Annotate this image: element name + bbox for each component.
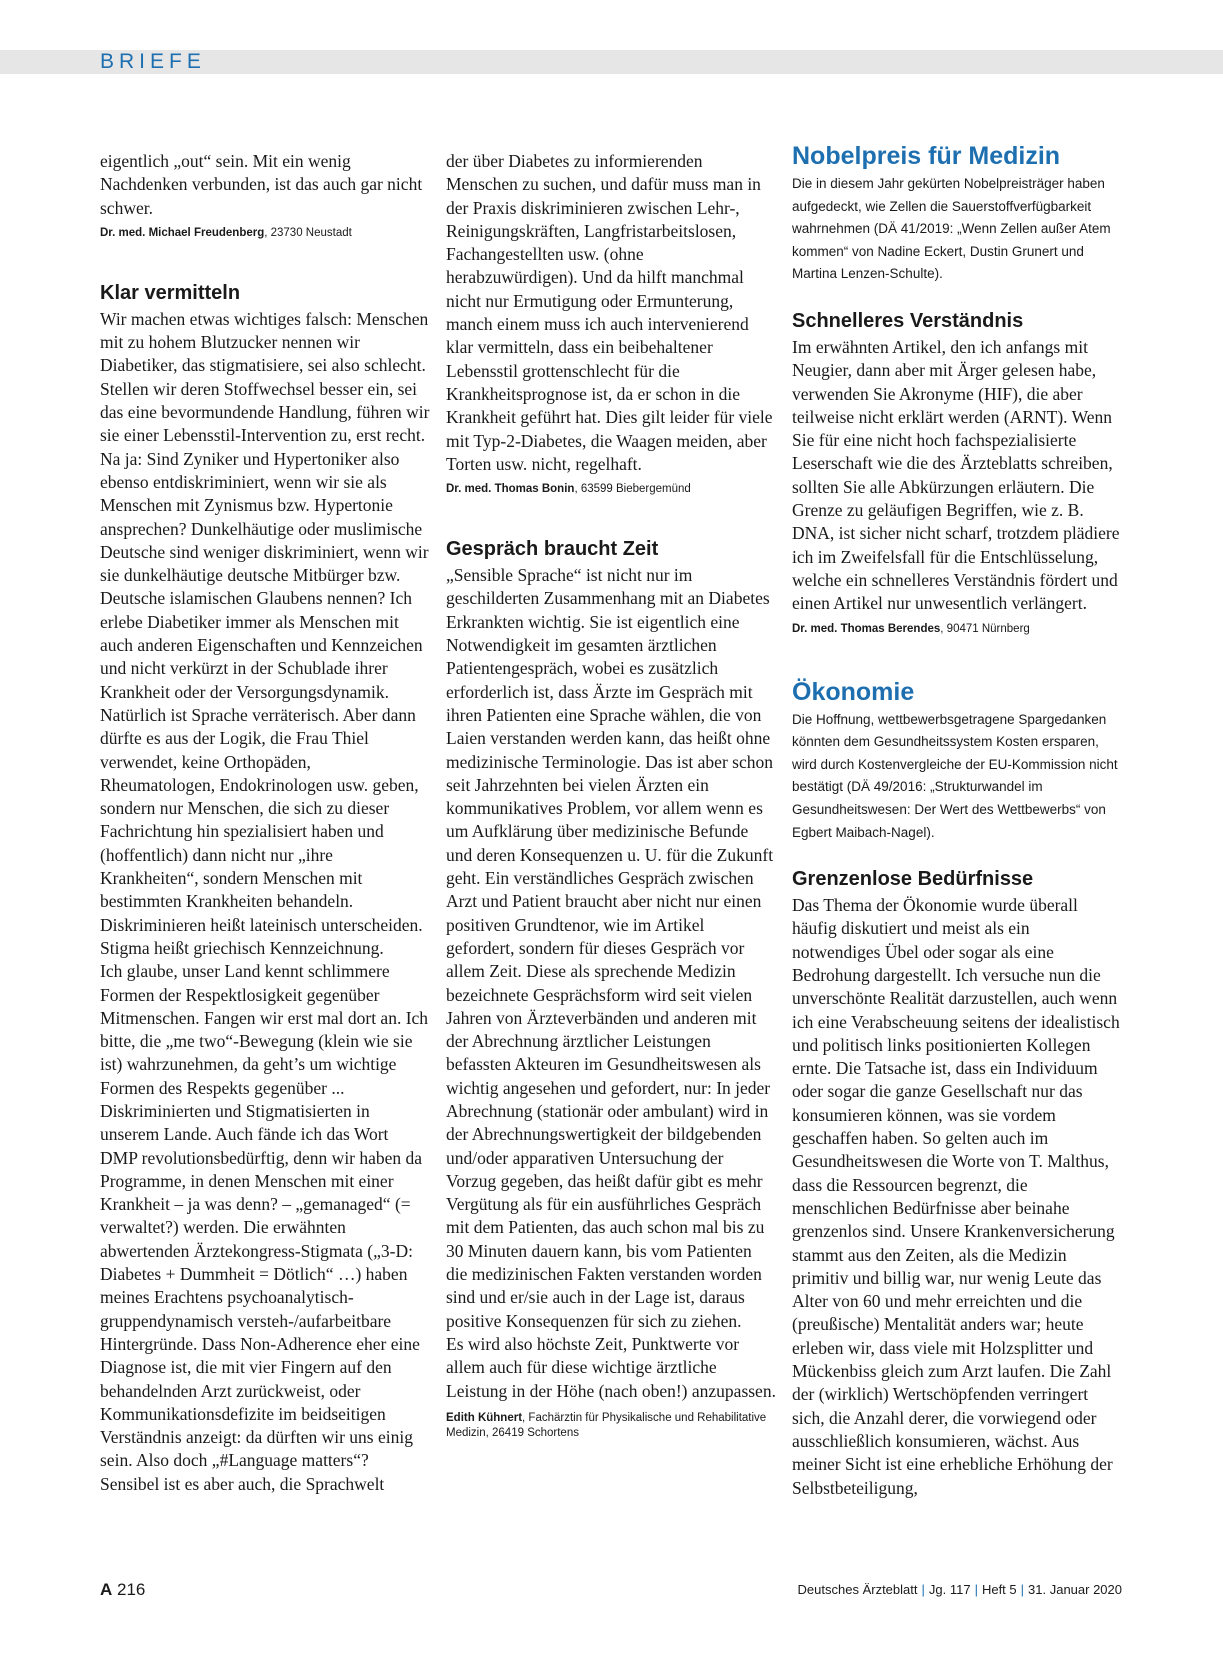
separator: | [974, 1582, 978, 1597]
letter-body [446, 564, 776, 1403]
letter-title: Gespräch braucht Zeit [446, 538, 659, 561]
page-number [100, 1580, 145, 1600]
signature-name: Dr. med. Thomas Bonin [446, 483, 575, 496]
column-2 [446, 150, 776, 1441]
letter-signature [446, 1411, 776, 1441]
continued-letter-text: eigentlich „out“ sein. Mit ein wenig Nachdenken verbunden, ist das auch gar nicht schwer. [100, 151, 423, 218]
signature-place: , 63599 Biebergemünd [574, 483, 691, 496]
letter-body: Das Thema der Ökonomie wurde überall häufig diskutiert und meist als ein notwendiges Übel oder sogar als eine Bedrohung dargestellt. Ich versuche nun die unverschönte Realität darzustellen, auch wenn ich eine Verabscheuung seitens der idealistisch und politisch links positionierten Kollegen ernte. Die Tatsache ist, dass ein Individuum oder sogar die ganze Gesellschaft nur das konsumieren können, was sie vordem geschaffen haben. So gelten auch im Gesundheitswesen die Worte von T. Malthus, dass die Ressourcen begrenzt, die menschlichen Bedürfnisse aber beinahe grenzenlos sind. Unsere Krankenversicherung stammt aus den Zeiten, als die Medizin primitiv und billig war, nur wenig Leute das Alter von 60 und mehr erreichten und die (preußische) Mentalität anders war; heute erleben wir, dass viele mit Holzsplitter und Mückenbiss gleich zum Arzt laufen. Die Zahl der (wirklich) Wertschöpfenden verringert sich, die Anzahl derer, die vorwiegend oder ausschließlich konsumieren, wächst. Aus meiner Sicht ist eine erhebliche Erhöhung der Selbstbeteiligung, [792, 895, 1120, 1498]
journal-volume: Jg. 117 [928, 1582, 971, 1597]
column-3 [792, 141, 1122, 1500]
letter-title: Klar vermitteln [100, 281, 241, 304]
signature-name: Edith Kühnert [446, 1411, 523, 1424]
signature-place: , 90471 Nürnberg [940, 622, 1030, 635]
letter-signature [792, 622, 1122, 637]
letter-body: Im erwähnten Artikel, den ich anfangs mit Neugier, dann aber mit Ärger gelesen habe, verwenden Sie Akronyme (HIF), die aber teilweise nicht erklärt werden (ARNT). Wenn Sie für eine nicht hoch fachspezialisierte Leserschaft wie die des Ärzteblatts schreiben, sollten Sie alle Abkürzungen erläutern. Die Grenze zu geläufigen Begriffen, wie z. B. DNA, ist sicher nicht scharf, trotzdem plädiere ich im Zweifelsfall für die Entschlüsselung, welche ein schnelleres Verständnis fördert und einen Artikel nur unwesentlich verlängert. [792, 336, 1120, 614]
separator: | [1020, 1582, 1025, 1597]
signature-place: , 23730 Neustadt [264, 226, 352, 239]
journal-name: Deutsches Ärzteblatt [797, 1582, 918, 1597]
section-title: Ökonomie [792, 677, 915, 706]
letter-paragraph: Ich glaube, unser Land kennt schlimmere Formen der Respektlosigkeit gegenüber Mitmenschen. Fangen wir erst mal dort an. Ich bitte, die „me two“-Bewegung (klein wie sie ist) wahrzunehmen, da geht’s um wichtige Formen des Respekts gegenüber ... Diskriminierten und Stigmatisierten in unserem Lande. Auch fände ich das Wort DMP revolutionsbedürftig, denn wir haben da Programme, in denen Menschen mit einer Krankheit – ja was denn? – „gemanaged“ (= verwaltet?) werden. Die erwähnten abwertenden Ärztekongress-Stigmata („3-D: Diabetes + Dummheit = Dötlich“ …) haben meines Erachtens psychoanalytisch-gruppendynamisch versteh-/aufarbeitbare Hintergründe. Dass Non-Adherence eher eine Diagnose ist, die mit vier Fingern auf den behandelnden Arzt zurückweist, oder Kommunikationsdefizite im beidseitigen Verständnis anzeigt: da dürften wir uns einig sein. Also doch „#Language matters“? Sensibel ist es aber auch, die Sprachwelt [100, 961, 429, 1494]
continued-letter-text: der über Diabetes zu informierenden Menschen zu suchen, und dafür muss man in der Praxis diskriminieren zwischen Lehr-, Reinigungskräften, Langfristarbeitslosen, Fachangestellten usw. (ohne herabzuwürdigen). Und da hilft manchmal nicht nur Ermutigung oder Ermunterung, manch einem muss ich auch intervenierend klar vermitteln, dass ein beibehaltener Lebensstil grottenschlecht für die Krankheitsprognose ist, da er schon in die Krankheit geführt hat. Dies gilt leider für viele mit Typ-2-Diabetes, die Waagen meiden, aber Torten usw. nicht, regelhaft. [446, 151, 773, 474]
letter-signature [446, 482, 776, 497]
letter-signature [100, 226, 430, 241]
letter-title: Schnelleres Verständnis [792, 309, 1024, 332]
section-title: Nobelpreis für Medizin [792, 142, 1061, 170]
letter-body [100, 308, 430, 1496]
letter-paragraph: „Sensible Sprache“ ist nicht nur im geschilderten Zusammenhang mit an Diabetes Erkrankten wichtig. Sie ist eigentlich eine Notwendigkeit im gesamten ärztlichen Patientengespräch, wobei es zusätzlich erforderlich ist, dass Ärzte im Gespräch mit ihren Patienten eine Sprache wählen, die von Laien verstanden werden kann, das heißt ohne medizinische Terminologie. Das ist aber schon seit Jahrzehnten bei vielen Ärzten ein kommunikatives Problem, vor allem wenn es um Aufklärung über medizinische Befunde und deren Konsequenzen u. U. für die Zukunft geht. Ein verständliches Gespräch zwischen Arzt und Patient braucht aber nicht nur einen positiven Grundtenor, wie im Artikel gefordert, sondern für dieses Gespräch vor allem Zeit. Diese als sprechende Medizin bezeichnete Gesprächsform wird seit vielen Jahren von Ärzteverbänden und anderen mit der Abrechnung ärztlicher Leistungen befassten Akteuren im Gesundheitswesen als wichtig angesehen und gefordert, nur: In jeder Abrechnung (stationär oder ambulant) wird in der Abrechnungswertigkeit der bildgebenden und/oder apparativen Untersuchung der Vorzug gegeben, das heißt dafür gibt es mehr Vergütung als für ein ausführliches Gespräch mit dem Patienten, das auch schon mal bis zu 30 Minuten dauern kann, bis vom Patienten die medizinischen Fakten verstanden worden sind und er/sie auch in der Lage ist, daraus positive Konsequenzen für sich zu ziehen. [446, 565, 774, 1331]
signature-place: , Fachärztin für Physikalische und Rehabilitative Medizin, 26419 Schortens [446, 1411, 767, 1439]
letter-title: Grenzenlose Bedürfnisse [792, 868, 1034, 891]
signature-name: Dr. med. Thomas Berendes [792, 622, 941, 635]
section-intro: Die in diesem Jahr gekürten Nobelpreisträger haben aufgedeckt, wie Zellen die Sauerstoffverfügbarkeit wahrnehmen (DÄ 41/2019: „Wenn Zellen außer Atem kommen“ von Nadine Eckert, Dustin Grunert und Martina Lenzen-Schulte). [792, 176, 1111, 282]
section-intro: Die Hoffnung, wettbewerbsgetragene Spargedanken könnten dem Gesundheitssystem Kosten ersparen, wird durch Kostenvergleiche der EU-Kommission nicht bestätigt (DÄ 49/2016: „Strukturwandel im Gesundheitswesen: Der Wert des Wettbewerbs“ von Egbert Maibach-Nagel). [792, 711, 1118, 840]
column-1 [100, 150, 430, 1496]
letter-paragraph: Wir machen etwas wichtiges falsch: Menschen mit zu hohem Blutzucker nennen wir Diabetiker, das stigmatisiere, sei also schlecht. Stellen wir deren Stoffwechsel besser ein, sei das eine bevormundende Handlung, führen wir sie einer Lebensstil-Intervention zu, erst recht. Na ja: Sind Zyniker und Hypertoniker also ebenso entdiskriminiert, wenn wir sie als Menschen mit Zynismus bzw. Hypertonie ansprechen? Dunkelhäutige oder muslimische Deutsche sind weniger diskriminiert, wenn wir sie dunkelhäutige deutsche Mitbürger bzw. Deutsche islamischen Glaubens nennen? Ich erlebe Diabetiker immer als Menschen mit auch anderen Eigenschaften und Kennzeichen und nicht verkürzt in der Schublade ihrer Krankheit oder der Versorgungsdynamik. Natürlich ist Sprache verräterisch. Aber dann dürfte es aus der Logik, die Frau Thiel verwendet, keine Orthopäden, Rheumatologen, Endokrinologen usw. geben, sondern nur Menschen, die sich zu dieser Fachrichtung hin spezialisiert haben und (hoffentlich) dann nicht nur „ihre Krankheiten“, sondern Menschen mit bestimmten Krankheiten behandeln. Diskriminieren heißt lateinisch unterscheiden. Stigma heißt griechisch Kennzeichnung. [100, 308, 430, 958]
journal-date: 31. Januar 2020 [1028, 1582, 1122, 1597]
page-number-value: 216 [117, 1580, 146, 1599]
signature-name: Dr. med. Michael Freudenberg [100, 226, 265, 239]
separator: | [921, 1582, 925, 1597]
letter-paragraph: Es wird also höchste Zeit, Punktwerte vor allem auch für diese wichtige ärztliche Leistung in der Höhe (nach oben!) anzupassen. [446, 1333, 776, 1401]
section-label: BRIEFE [100, 50, 206, 73]
journal-issue: Heft 5 [981, 1582, 1017, 1597]
page-prefix: A [100, 1580, 113, 1599]
journal-info [798, 1582, 1122, 1597]
